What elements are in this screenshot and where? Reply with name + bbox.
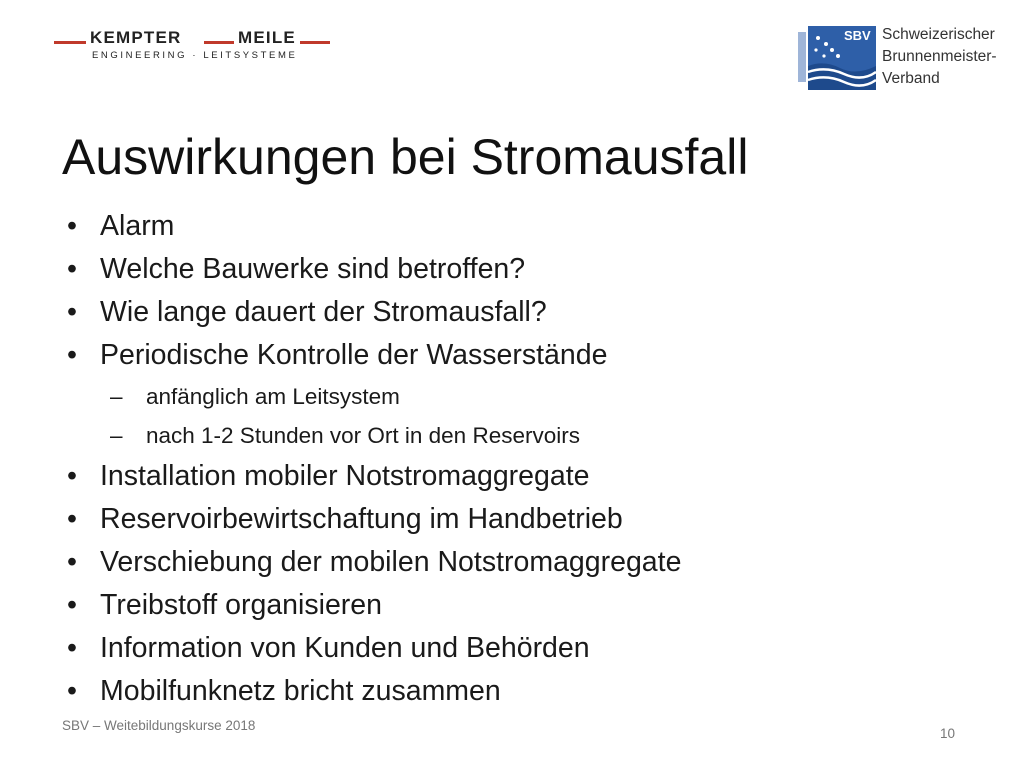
bullet-text: Alarm — [100, 210, 175, 242]
bullet-dot-icon: • — [67, 210, 77, 242]
bullet-text: Welche Bauwerke sind betroffen? — [100, 253, 526, 285]
bullet-item — [62, 498, 681, 541]
sbv-name-line3: Verband — [882, 70, 940, 87]
bullet-item — [62, 627, 681, 670]
bullet-item — [62, 291, 681, 334]
bullet-item — [62, 455, 681, 498]
kempter-meile-logo — [54, 28, 330, 68]
bullet-dot-icon: • — [67, 339, 77, 371]
bullet-item — [62, 541, 681, 584]
bullet-text: Installation mobiler Notstromaggregate — [100, 460, 590, 492]
bullet-dot-icon: • — [67, 296, 77, 328]
bullet-item — [62, 584, 681, 627]
logo-red-line-left — [54, 41, 86, 44]
bullet-dot-icon: • — [67, 675, 77, 707]
logo-red-line-middle — [204, 41, 234, 44]
bullet-item — [62, 248, 681, 291]
sbv-name-line1: Schweizerischer — [882, 26, 995, 43]
bullet-text: Wie lange dauert der Stromausfall? — [100, 296, 547, 328]
bullet-dot-icon: • — [67, 253, 77, 285]
bullet-dash-icon: – — [110, 384, 123, 409]
bullet-dot-icon: • — [67, 589, 77, 621]
sub-bullet-text: anfänglich am Leitsystem — [146, 384, 400, 409]
bullet-list — [62, 205, 681, 713]
slide-title: Auswirkungen bei Stromausfall — [62, 129, 749, 185]
bullet-item — [62, 334, 681, 377]
bullet-item — [62, 670, 681, 713]
logo-subtitle: ENGINEERING · LEITSYSTEME — [92, 50, 298, 61]
sub-bullet-item — [62, 377, 681, 416]
logo-red-line-right — [300, 41, 330, 44]
bullet-dash-icon: – — [110, 423, 123, 448]
sbv-mark-text: SBV — [844, 28, 871, 43]
bullet-text: Periodische Kontrolle der Wasserstände — [100, 339, 608, 371]
sbv-name — [882, 24, 997, 90]
bullet-text: Reservoirbewirtschaftung im Handbetrieb — [100, 503, 623, 535]
bullet-text: Information von Kunden und Behörden — [100, 632, 590, 664]
sub-bullet-text: nach 1-2 Stunden vor Ort in den Reservoirs — [146, 423, 580, 448]
sbv-logo — [794, 26, 1014, 96]
bullet-dot-icon: • — [67, 632, 77, 664]
bullet-text: Treibstoff organisieren — [100, 589, 382, 621]
bullet-text: Mobilfunknetz bricht zusammen — [100, 675, 501, 707]
bullet-text: Verschiebung der mobilen Notstromaggregate — [100, 546, 682, 578]
sub-bullet-item — [62, 416, 681, 455]
slide-footer: SBV – Weitebildungskurse 2018 — [62, 718, 256, 733]
bullet-dot-icon: • — [67, 503, 77, 535]
logo-word-kempter: KEMPTER — [90, 28, 182, 47]
bullet-item — [62, 205, 681, 248]
sbv-wave-icon — [794, 26, 876, 90]
sbv-name-line2: Brunnenmeister- — [882, 48, 997, 65]
bullet-dot-icon: • — [67, 546, 77, 578]
logo-word-meile: MEILE — [238, 28, 296, 47]
page-number: 10 — [940, 726, 956, 741]
bullet-dot-icon: • — [67, 460, 77, 492]
